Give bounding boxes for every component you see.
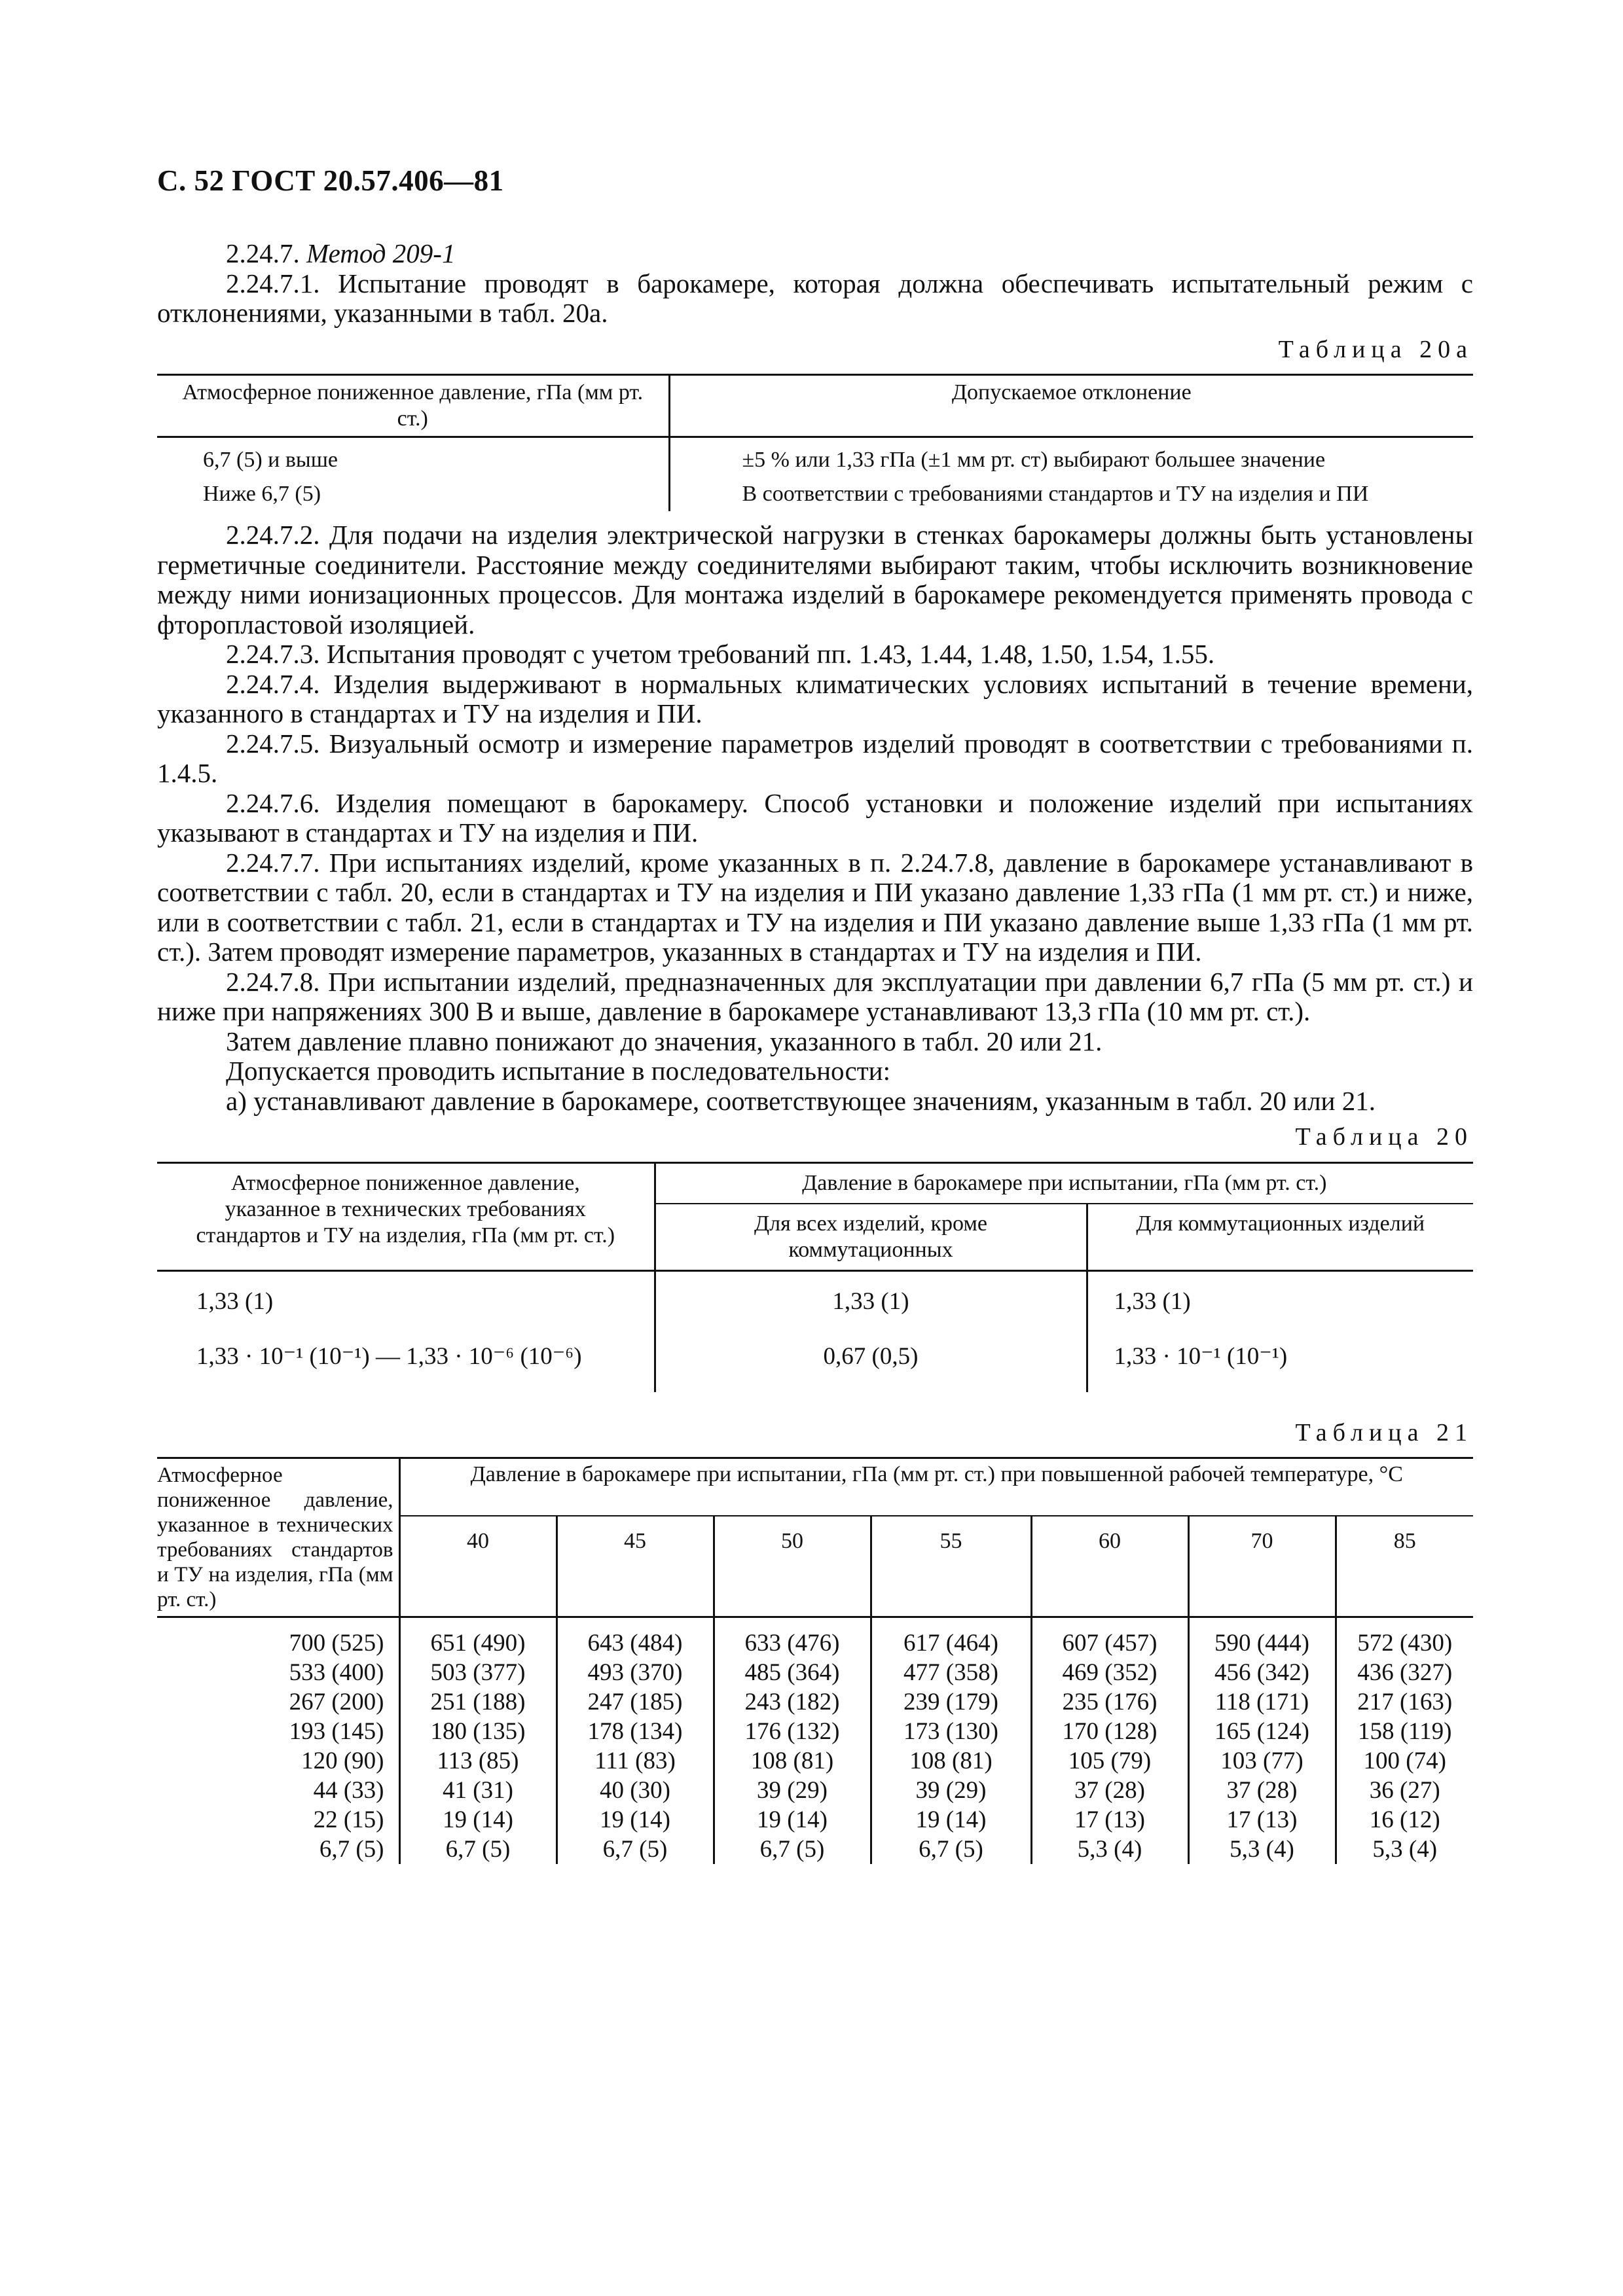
table-cell: 533 (400) xyxy=(289,1659,384,1686)
table-cell: 19 (14) xyxy=(714,1805,871,1835)
table-subheader-cell: Для всех изделий, кроме коммутационных xyxy=(655,1204,1087,1271)
table-row xyxy=(157,1270,1473,1327)
table-cell: 118 (171) xyxy=(1188,1687,1336,1717)
table-cell: 643 (484) xyxy=(556,1617,714,1659)
table-cell: 100 (74) xyxy=(1336,1746,1473,1776)
table-cell: 17 (13) xyxy=(1031,1805,1188,1835)
table-header-row xyxy=(157,1162,1473,1204)
table-cell: 1,33 · 10⁻¹ (10⁻¹) — 1,33 · 10⁻⁶ (10⁻⁶) xyxy=(196,1342,582,1370)
section-number: 2.24.7. xyxy=(226,238,300,268)
method-name: Метод 209-1 xyxy=(306,238,456,268)
table-row xyxy=(157,477,1473,511)
table-cell: 170 (128) xyxy=(1031,1717,1188,1746)
table-row xyxy=(157,1746,1473,1776)
table-cell: 477 (358) xyxy=(871,1658,1031,1687)
table-cell: Ниже 6,7 (5) xyxy=(203,482,321,506)
temperature-header-cell: 45 xyxy=(556,1516,714,1617)
table-cell: 180 (135) xyxy=(399,1717,556,1746)
table-cell: 6,7 (5) и выше xyxy=(203,448,338,472)
paragraph-2-24-7-1: 2.24.7.1. Испытание проводят в барокамере, которая должна обеспечивать испытательный режим с отклонениями, указанными в табл. 20а. xyxy=(157,268,1473,328)
table-cell: 176 (132) xyxy=(714,1717,871,1746)
table-cell: 113 (85) xyxy=(399,1746,556,1776)
table-subheader-cell: Для коммутационных изделий xyxy=(1087,1204,1473,1271)
temperature-header-cell: 85 xyxy=(1336,1516,1473,1617)
paragraph-sequence-item-a: а) устанавливают давление в барокамере, соответствующее значениям, указанным в табл. 20 или 21. xyxy=(226,1085,1376,1116)
table-cell: 105 (79) xyxy=(1031,1746,1188,1776)
table-cell: ±5 % или 1,33 гПа (±1 мм рт. ст) выбирают большее значение xyxy=(669,437,1473,478)
table-cell: 485 (364) xyxy=(714,1658,871,1687)
table-row xyxy=(157,1805,1473,1835)
table-cell: 39 (29) xyxy=(871,1776,1031,1805)
table-cell: 37 (28) xyxy=(1188,1776,1336,1805)
table-cell: 1,33 (1) xyxy=(1087,1270,1473,1327)
table-cell: 469 (352) xyxy=(1031,1658,1188,1687)
section-title xyxy=(157,239,1473,269)
paragraph-sequence-intro: Допускается проводить испытание в последовательности: xyxy=(226,1056,890,1086)
temperature-header-cell: 50 xyxy=(714,1516,871,1617)
table-cell: 37 (28) xyxy=(1031,1776,1188,1805)
table-cell: 193 (145) xyxy=(289,1718,384,1745)
table-header-cell: Атмосферное пониженное давление, указанное в технических требованиях стандартов и ТУ на изделия, гПа (мм рт. ст.) xyxy=(157,1458,399,1617)
document-body xyxy=(157,239,1473,1864)
table-group-header: Давление в барокамере при испытании, гПа (мм рт. ст.) при повышенной рабочей температуре, °С xyxy=(399,1458,1473,1516)
table-cell: 19 (14) xyxy=(871,1805,1031,1835)
paragraph-2-24-7-6: 2.24.7.6. Изделия помещают в барокамеру. Способ установки и положение изделий при испытаниях указывают в стандартах и ТУ на изделия и ПИ. xyxy=(157,787,1473,848)
page-header: С. 52 ГОСТ 20.57.406—81 xyxy=(157,164,504,197)
table-20a-caption: Таблица 20а xyxy=(1278,335,1473,363)
table-cell: 6,7 (5) xyxy=(399,1835,556,1864)
temperature-header-cell: 40 xyxy=(399,1516,556,1617)
table-row xyxy=(157,1658,1473,1687)
table-cell: 111 (83) xyxy=(556,1746,714,1776)
table-cell: 6,7 (5) xyxy=(871,1835,1031,1864)
table-header-cell: Атмосферное пониженное давление, гПа (мм рт. ст.) xyxy=(157,375,669,437)
table-row xyxy=(157,1327,1473,1392)
table-cell: 173 (130) xyxy=(871,1717,1031,1746)
table-cell: 503 (377) xyxy=(399,1658,556,1687)
table-cell: 5,3 (4) xyxy=(1188,1835,1336,1864)
table-cell: 6,7 (5) xyxy=(714,1835,871,1864)
table-header-row xyxy=(157,375,1473,437)
table-cell: 158 (119) xyxy=(1336,1717,1473,1746)
table-row xyxy=(157,1617,1473,1659)
paragraph-continuation: Затем давление плавно понижают до значения, указанного в табл. 20 или 21. xyxy=(226,1026,1103,1056)
table-cell: 247 (185) xyxy=(556,1687,714,1717)
paragraph-2-24-7-3: 2.24.7.3. Испытания проводят с учетом требований пп. 1.43, 1.44, 1.48, 1.50, 1.54, 1.55. xyxy=(226,639,1215,669)
table-cell: 6,7 (5) xyxy=(556,1835,714,1864)
table-cell: 235 (176) xyxy=(1031,1687,1188,1717)
table-cell: 243 (182) xyxy=(714,1687,871,1717)
table-cell: 165 (124) xyxy=(1188,1717,1336,1746)
table-cell: 267 (200) xyxy=(289,1689,384,1715)
table-cell: 36 (27) xyxy=(1336,1776,1473,1805)
paragraph-2-24-7-7: 2.24.7.7. При испытаниях изделий, кроме указанных в п. 2.24.7.8, давление в барокамере устанавливают в соответствии с табл. 20, если в стандартах и ТУ на изделия и ПИ указано давление 1,33 гПа (1 мм рт. ст.) и ниже, или в соответствии с табл. 21, если в стандартах и ТУ на изделия и ПИ указано давление выше 1,33 гПа (1 мм рт. ст.). Затем проводят измерение параметров, указанных в стандартах и ТУ на изделия и ПИ. xyxy=(157,847,1473,967)
temperature-header-cell: 60 xyxy=(1031,1516,1188,1617)
table-cell: 17 (13) xyxy=(1188,1805,1336,1835)
table-cell: 590 (444) xyxy=(1188,1617,1336,1659)
temperature-header-cell: 55 xyxy=(871,1516,1031,1617)
table-cell: 40 (30) xyxy=(556,1776,714,1805)
table-cell: 5,3 (4) xyxy=(1031,1835,1188,1864)
table-cell: 103 (77) xyxy=(1188,1746,1336,1776)
table-cell: 217 (163) xyxy=(1336,1687,1473,1717)
table-header-row xyxy=(157,1458,1473,1516)
table-cell: 108 (81) xyxy=(714,1746,871,1776)
table-21-caption: Таблица 21 xyxy=(1295,1418,1473,1446)
table-cell: 108 (81) xyxy=(871,1746,1031,1776)
table-20a xyxy=(157,374,1473,511)
table-row xyxy=(157,437,1473,478)
table-cell: 19 (14) xyxy=(399,1805,556,1835)
table-cell: 16 (12) xyxy=(1336,1805,1473,1835)
table-20 xyxy=(157,1162,1473,1392)
table-cell: 1,33 (1) xyxy=(655,1270,1087,1327)
temperature-header-cell: 70 xyxy=(1188,1516,1336,1617)
table-cell: 0,67 (0,5) xyxy=(655,1327,1087,1392)
table-cell: 633 (476) xyxy=(714,1617,871,1659)
paragraph-2-24-7-2: 2.24.7.2. Для подачи на изделия электрической нагрузки в стенках барокамеры должны быть установлены герметичные соединители. Расстояние между соединителями выбирают таким, чтобы исключить возникновение между ними ионизационных процессов. Для монтажа изделий в барокамере рекомендуется применять провода с фторопластовой изоляцией. xyxy=(157,520,1473,639)
table-cell: 39 (29) xyxy=(714,1776,871,1805)
table-cell: В соответствии с требованиями стандартов и ТУ на изделия и ПИ xyxy=(669,477,1473,511)
table-cell: 6,7 (5) xyxy=(319,1836,384,1863)
table-cell: 1,33 · 10⁻¹ (10⁻¹) xyxy=(1087,1327,1473,1392)
table-cell: 493 (370) xyxy=(556,1658,714,1687)
table-cell: 239 (179) xyxy=(871,1687,1031,1717)
table-cell: 22 (15) xyxy=(313,1806,384,1833)
table-cell: 44 (33) xyxy=(313,1777,384,1804)
table-row xyxy=(157,1717,1473,1746)
table-cell: 41 (31) xyxy=(399,1776,556,1805)
paragraph-2-24-7-4: 2.24.7.4. Изделия выдерживают в нормальных климатических условиях испытаний в течение времени, указанного в стандартах и ТУ на изделия и ПИ. xyxy=(157,668,1473,728)
table-row xyxy=(157,1835,1473,1864)
table-cell: 1,33 (1) xyxy=(196,1287,274,1315)
table-cell: 456 (342) xyxy=(1188,1658,1336,1687)
table-cell: 651 (490) xyxy=(399,1617,556,1659)
table-21 xyxy=(157,1457,1473,1864)
table-group-header: Давление в барокамере при испытании, гПа (мм рт. ст.) xyxy=(655,1162,1473,1204)
paragraph-2-24-7-8: 2.24.7.8. При испытании изделий, предназначенных для эксплуатации при давлении 6,7 гПа (5 мм рт. ст.) и ниже при напряжениях 300 В и выше, давление в барокамере устанавливают 13,3 гПа (10 мм рт. ст.). xyxy=(157,966,1473,1026)
table-cell: 617 (464) xyxy=(871,1617,1031,1659)
table-row xyxy=(157,1687,1473,1717)
table-cell: 178 (134) xyxy=(556,1717,714,1746)
table-header-cell: Допускаемое отклонение xyxy=(669,375,1473,437)
table-cell: 120 (90) xyxy=(301,1748,384,1774)
table-cell: 572 (430) xyxy=(1336,1617,1473,1659)
table-cell: 5,3 (4) xyxy=(1336,1835,1473,1864)
table-cell: 436 (327) xyxy=(1336,1658,1473,1687)
table-cell: 700 (525) xyxy=(289,1630,384,1657)
table-cell: 19 (14) xyxy=(556,1805,714,1835)
table-header-cell: Атмосферное пониженное давление, указанное в технических требованиях стандартов и ТУ на изделия, гПа (мм рт. ст.) xyxy=(157,1162,655,1270)
table-20-caption: Таблица 20 xyxy=(1295,1123,1473,1151)
paragraph-2-24-7-5: 2.24.7.5. Визуальный осмотр и измерение параметров изделий проводят в соответствии с требованиями п. 1.4.5. xyxy=(157,728,1473,788)
table-row xyxy=(157,1776,1473,1805)
table-cell: 251 (188) xyxy=(399,1687,556,1717)
table-cell: 607 (457) xyxy=(1031,1617,1188,1659)
